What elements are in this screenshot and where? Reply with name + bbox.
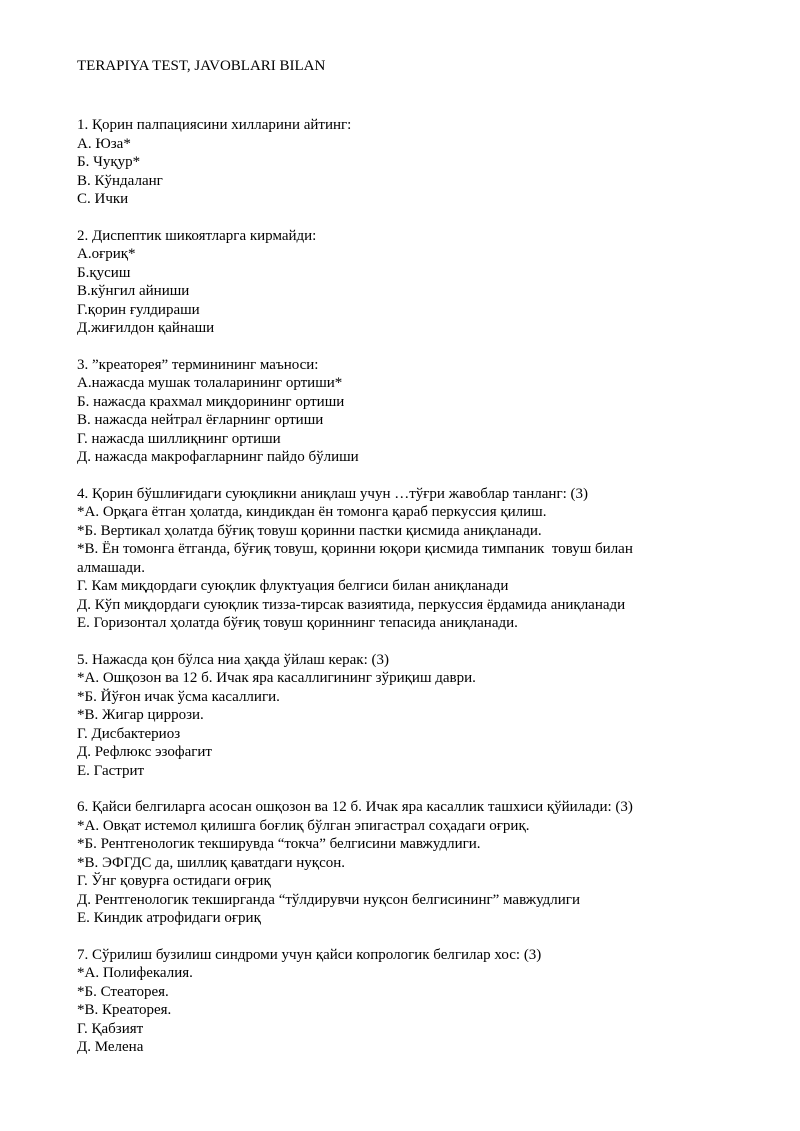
document-title: TERAPIYA TEST, JAVOBLARI BILAN — [77, 58, 326, 74]
answer-option: Г.қорин ғулдираши — [77, 301, 200, 318]
answer-option: Е. Гастрит — [77, 762, 145, 779]
answer-option: Д. нажасда макрофагларнинг пайдо бўлиши — [77, 449, 359, 465]
question-list — [77, 116, 760, 1057]
answer-option: *А. Полифекалия. — [77, 965, 193, 981]
answer-option: *А. Орқага ётган ҳолатда, киндикдан ён томонга қараб перкуссия қилиш. — [77, 504, 547, 520]
answer-option: Д. Рентгенологик текширганда “тўлдирувчи нуқсон белгисининг” мавжудлиги — [77, 891, 580, 908]
answer-option: Е. Киндик атрофидаги оғриқ — [77, 910, 261, 926]
answer-option: *В. Жигар циррози. — [77, 707, 204, 723]
answer-option: Г. Қабзият — [77, 1020, 144, 1037]
answer-option: *В. Креаторея. — [77, 1002, 172, 1018]
question-block — [77, 946, 760, 1057]
answer-option: алмашади. — [77, 559, 145, 576]
question-block — [77, 356, 760, 467]
answer-option: Е. Горизонтал ҳолатда бўғиқ товуш қориннинг тепасида аниқланади. — [77, 615, 518, 631]
answer-option: В.кўнгил айниши — [77, 283, 190, 299]
question-block — [77, 798, 760, 928]
answer-option: Д. Рефлюкс эзофагит — [77, 744, 212, 760]
answer-option: *Б. Вертикал ҳолатда бўғиқ товуш қоринни пастки қисмида аниқланади. — [77, 522, 542, 539]
answer-option: А.оғриқ* — [77, 246, 136, 262]
answer-option: Б. Чуқур* — [77, 154, 141, 170]
answer-option: Г. Кам миқдордаги суюқлик флуктуация белгиси билан аниқланади — [77, 578, 509, 594]
answer-option: Г. нажасда шиллиқнинг ортиши — [77, 430, 281, 447]
question-text: 1. Қорин палпациясини хилларини айтинг: — [77, 117, 352, 133]
answer-option: В. Кўндаланг — [77, 172, 163, 189]
answer-option: Г. Дисбактериоз — [77, 725, 181, 742]
answer-option: А. Юза* — [77, 135, 131, 152]
answer-option: А.нажасда мушак толаларининг ортиши* — [77, 375, 343, 391]
answer-option: *А. Ошқозон ва 12 б. Ичак яра касаллигининг зўриқиш даври. — [77, 670, 476, 686]
question-text: 6. Қайси белгиларга асосан ошқозон ва 12 б. Ичак яра касаллик ташхиси қўйилади: (3) — [77, 799, 633, 815]
answer-option: Д.жиғилдон қайнаши — [77, 320, 215, 336]
question-text: 7. Сўрилиш бузилиш синдроми учун қайси копрологик белгилар хос: (3) — [77, 946, 542, 963]
answer-option: *Б. Йўғон ичак ўсма касаллиги. — [77, 688, 280, 705]
answer-option: Д. Мелена — [77, 1039, 144, 1055]
question-block — [77, 485, 760, 633]
question-text: 3. ”креаторея” терминининг маъноси: — [77, 356, 319, 373]
answer-option: *Б. Стеаторея. — [77, 983, 169, 1000]
answer-option: *А. Овқат истемол қилишга боғлиқ бўлган эпигастрал соҳадаги оғриқ. — [77, 817, 530, 834]
answer-option: *В. Ён томонга ётганда, бўғиқ товуш, қоринни юқори қисмида тимпаник товуш билан — [77, 541, 633, 557]
question-block — [77, 116, 760, 209]
answer-option: *Б. Рентгенологик текширувда “токча” белгисини мавжудлиги. — [77, 836, 481, 852]
answer-option: Б. нажасда крахмал миқдорининг ортиши — [77, 393, 345, 410]
answer-option: В. нажасда нейтрал ёғларнинг ортиши — [77, 412, 324, 428]
answer-option: С. Ички — [77, 191, 129, 207]
question-text: 4. Қорин бўшлиғидаги суюқликни аниқлаш учун …тўғри жавоблар танланг: (3) — [77, 485, 589, 502]
question-block — [77, 651, 760, 781]
answer-option: Б.қусиш — [77, 264, 131, 281]
answer-option: Г. Ўнг қовурға остидаги оғриқ — [77, 873, 271, 889]
answer-option: *В. ЭФГДС да, шиллиқ қаватдаги нуқсон. — [77, 854, 346, 871]
question-block — [77, 227, 760, 338]
answer-option: Д. Кўп миқдордаги суюқлик тизза-тирсак вазиятида, перкуссия ёрдамида аниқланади — [77, 596, 626, 613]
question-text: 2. Диспептик шикоятларга кирмайди: — [77, 227, 317, 244]
question-text: 5. Нажасда қон бўлса ниа ҳақда ўйлаш керак: (3) — [77, 651, 389, 668]
